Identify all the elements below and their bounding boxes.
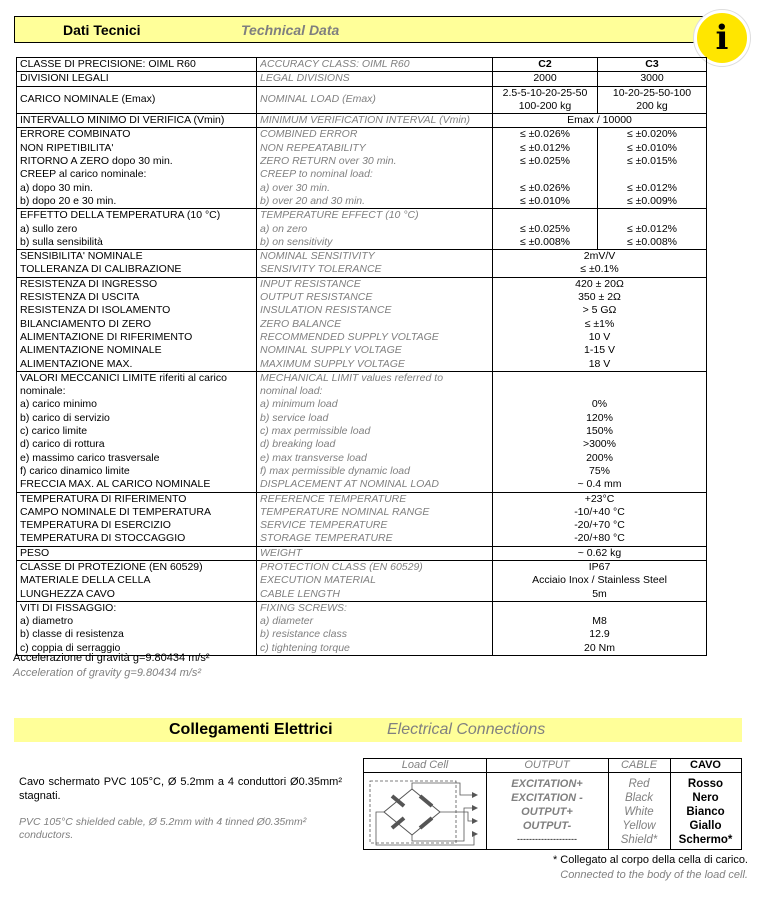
spec-label-en-line: NOMINAL SENSITIVITY bbox=[260, 250, 375, 263]
spec-value bbox=[493, 250, 707, 278]
spec-value-c2-line: ≤ ±0.012% bbox=[519, 141, 571, 154]
spec-value-line bbox=[496, 385, 703, 398]
spec-label-en-line: REFERENCE TEMPERATURE bbox=[260, 492, 407, 505]
spec-value-c2-line: ≤ ±0.025% bbox=[519, 155, 571, 168]
spec-value-c2 bbox=[493, 58, 598, 72]
cable-color-en: Yellow bbox=[622, 820, 656, 832]
spec-value-c3-line: ≤ ±0.020% bbox=[626, 128, 678, 141]
spec-label-it-line: a) diametro bbox=[20, 615, 74, 628]
spec-value-c3 bbox=[598, 209, 707, 250]
spec-value-line: +23°C bbox=[584, 492, 615, 505]
spec-label-it bbox=[17, 58, 257, 72]
spec-value-line: 200% bbox=[586, 451, 613, 464]
spec-value-c3-line: ≤ ±0.012% bbox=[626, 222, 678, 235]
spec-label-en-line: ACCURACY CLASS: OIML R60 bbox=[260, 58, 410, 70]
spec-row bbox=[17, 546, 707, 560]
spec-label-en-line: a) diameter bbox=[260, 615, 314, 628]
spec-label-it-line: ALIMENTAZIONE MAX. bbox=[20, 357, 133, 370]
spec-value-line: IP67 bbox=[588, 560, 611, 573]
spec-row bbox=[17, 371, 707, 492]
spec-row bbox=[17, 601, 707, 655]
spec-label-en bbox=[257, 492, 493, 546]
arrow bbox=[472, 792, 478, 798]
spec-label-it-line: EFFETTO DELLA TEMPERATURA (10 °C) bbox=[20, 209, 221, 222]
spec-value bbox=[493, 277, 707, 371]
spec-value-c3 bbox=[598, 86, 707, 114]
spec-label-en-line: DISPLACEMENT AT NOMINAL LOAD bbox=[260, 478, 439, 491]
spec-value-c2-line: 2000 bbox=[533, 72, 557, 85]
spec-value-line: 0% bbox=[591, 398, 608, 411]
spec-label-it-line: INTERVALLO MINIMO DI VERIFICA (Vmin) bbox=[20, 114, 225, 127]
output-label: EXCITATION - bbox=[511, 792, 583, 804]
spec-label-en-line: INSULATION RESISTANCE bbox=[260, 304, 392, 317]
spec-label-en-line: CABLE LENGTH bbox=[260, 587, 340, 600]
spec-value-line: 20 Nm bbox=[584, 641, 615, 654]
header-load-cell: Load Cell bbox=[364, 759, 486, 773]
spec-label-en bbox=[257, 114, 493, 128]
spec-row bbox=[17, 209, 707, 250]
spec-label-it-line: b) dopo 20 e 30 min. bbox=[20, 194, 117, 207]
spec-label-it bbox=[17, 72, 257, 86]
spec-value-c3-line: ≤ ±0.010% bbox=[626, 141, 678, 154]
spec-label-it-line: f) carico dinamico limite bbox=[20, 464, 130, 477]
spec-label-it bbox=[17, 546, 257, 560]
spec-value-c3-line: C3 bbox=[645, 58, 659, 70]
shield-note-it: * Collegato al corpo della cella di carico. bbox=[552, 854, 748, 866]
spec-row bbox=[17, 560, 707, 601]
spec-value-line: ≤ ±1% bbox=[584, 317, 615, 330]
spec-label-en-line: f) max permissible dynamic load bbox=[260, 464, 410, 477]
spec-value-c2-line: ≤ ±0.026% bbox=[519, 181, 571, 194]
spec-value bbox=[493, 371, 707, 492]
cable-color-en: Red bbox=[628, 778, 650, 790]
electrical-connections-banner bbox=[14, 718, 742, 742]
spec-value-line: 18 V bbox=[588, 357, 611, 370]
spec-label-it-line: a) sullo zero bbox=[20, 222, 78, 235]
title-en: Technical Data bbox=[241, 22, 340, 38]
cable-color-it: Giallo bbox=[689, 820, 722, 832]
spec-row bbox=[17, 72, 707, 86]
spec-label-en-line: LEGAL DIVISIONS bbox=[260, 72, 350, 85]
spec-value-c3-line: 10-20-25-50-100 bbox=[612, 86, 692, 99]
spec-label-it-line: CREEP al carico nominale: bbox=[20, 168, 147, 181]
spec-label-it-line: b) sulla sensibilità bbox=[20, 235, 103, 248]
spec-value bbox=[493, 546, 707, 560]
spec-label-en-line: ZERO BALANCE bbox=[260, 317, 342, 330]
spec-value-line: 5m bbox=[592, 587, 607, 600]
cable-color-it: Bianco bbox=[686, 806, 725, 818]
spec-value-c3-line bbox=[601, 168, 703, 181]
spec-value-c3-line: ≤ ±0.009% bbox=[626, 194, 678, 207]
spec-label-it bbox=[17, 601, 257, 655]
spec-value bbox=[493, 601, 707, 655]
spec-label-en-line: c) max permissible load bbox=[260, 425, 371, 438]
spec-value-c2 bbox=[493, 128, 598, 209]
spec-value-line: ~ 0.4 mm bbox=[577, 478, 622, 491]
spec-label-en-line: STORAGE TEMPERATURE bbox=[260, 532, 393, 545]
arrow bbox=[472, 831, 478, 837]
spec-value-line: -20/+70 °C bbox=[574, 519, 625, 532]
spec-value-line bbox=[496, 372, 703, 385]
spec-value-c2-line: ≤ ±0.010% bbox=[519, 194, 571, 207]
spec-label-en-line: ZERO RETURN over 30 min. bbox=[260, 155, 397, 168]
spec-label-it-line: ALIMENTAZIONE DI RIFERIMENTO bbox=[20, 330, 193, 343]
spec-label-en bbox=[257, 209, 493, 250]
arrow bbox=[472, 818, 478, 824]
spec-label-en-line: a) on zero bbox=[260, 222, 308, 235]
spec-label-it-line: RESISTENZA DI ISOLAMENTO bbox=[20, 304, 171, 317]
spec-label-it-line: TOLLERANZA DI CALIBRAZIONE bbox=[20, 263, 182, 276]
spec-label-it-line: d) carico di rottura bbox=[20, 438, 105, 451]
resistor bbox=[420, 796, 432, 806]
spec-label-it-line: c) coppia di serraggio bbox=[20, 641, 121, 654]
spec-value-c3-line: ≤ ±0.015% bbox=[626, 155, 678, 168]
spec-label-en-line: b) resistance class bbox=[260, 628, 347, 641]
spec-label-it-line: CLASSE DI PRECISIONE: OIML R60 bbox=[20, 58, 196, 70]
spec-value-c2 bbox=[493, 86, 598, 114]
spec-label-it-line: LUNGHEZZA CAVO bbox=[20, 587, 115, 600]
spec-label-it-line: CARICO NOMINALE (Emax) bbox=[20, 93, 156, 106]
cable-color-en: White bbox=[624, 806, 654, 818]
spec-label-en bbox=[257, 601, 493, 655]
spec-label-en bbox=[257, 86, 493, 114]
spec-label-en-line: MINIMUM VERIFICATION INTERVAL (Vmin) bbox=[260, 114, 471, 127]
spec-row bbox=[17, 128, 707, 209]
connections-title-en: Electrical Connections bbox=[387, 721, 546, 738]
spec-label-en-line: SENSIVITY TOLERANCE bbox=[260, 263, 382, 276]
spec-value-line: 12.9 bbox=[589, 628, 610, 641]
spec-value-c2-line: 100-200 kg bbox=[518, 99, 572, 112]
spec-label-it-line: e) massimo carico trasversale bbox=[20, 451, 160, 464]
spec-label-en-line: NON REPEATABILITY bbox=[260, 141, 366, 154]
spec-label-it bbox=[17, 277, 257, 371]
spec-label-en-line: nominal load: bbox=[260, 385, 323, 398]
spec-label-it bbox=[17, 371, 257, 492]
spec-label-en bbox=[257, 371, 493, 492]
spec-label-it bbox=[17, 492, 257, 546]
spec-label-en-line: c) tightening torque bbox=[260, 641, 350, 654]
spec-value-c3-line bbox=[601, 209, 703, 222]
spec-label-en-line: OUTPUT RESISTANCE bbox=[260, 291, 373, 304]
spec-label-it-line: CAMPO NOMINALE DI TEMPERATURA bbox=[20, 505, 211, 518]
spec-label-it-line: b) carico di servizio bbox=[20, 411, 110, 424]
wire-excitation-minus bbox=[412, 808, 472, 841]
spec-row bbox=[17, 277, 707, 371]
shield-note-en: Connected to the body of the load cell. bbox=[560, 869, 748, 881]
spec-label-en bbox=[257, 546, 493, 560]
header-output: OUTPUT bbox=[486, 759, 608, 773]
spec-label-en-line: MAXIMUM SUPPLY VOLTAGE bbox=[260, 357, 405, 370]
spec-value-line bbox=[496, 602, 703, 615]
spec-value-line: 10 V bbox=[588, 330, 611, 343]
connections-title-it: Collegamenti Elettrici bbox=[169, 721, 333, 738]
technical-data-banner bbox=[14, 16, 720, 43]
spec-label-it-line: FRECCIA MAX. AL CARICO NOMINALE bbox=[20, 478, 211, 491]
connection-table bbox=[363, 758, 742, 850]
output-label: EXCITATION+ bbox=[511, 778, 583, 790]
spec-label-it-line: SENSIBILITA' NOMINALE bbox=[20, 250, 143, 263]
spec-label-it bbox=[17, 128, 257, 209]
spec-label-it-line: BILANCIAMENTO DI ZERO bbox=[20, 317, 152, 330]
spec-label-en-line: NOMINAL SUPPLY VOLTAGE bbox=[260, 344, 402, 357]
spec-label-en-line: EXECUTION MATERIAL bbox=[260, 574, 376, 587]
spec-value-c2-line: ≤ ±0.025% bbox=[519, 222, 571, 235]
spec-label-it-line: TEMPERATURA DI RIFERIMENTO bbox=[20, 492, 187, 505]
spec-label-en-line: FIXING SCREWS: bbox=[260, 601, 347, 614]
cable-color-en: Shield* bbox=[620, 834, 658, 846]
spec-label-it-line: TEMPERATURA DI STOCCAGGIO bbox=[20, 532, 186, 545]
spec-label-it-line: a) dopo 30 min. bbox=[20, 181, 93, 194]
spec-label-en-line: NOMINAL LOAD (Emax) bbox=[260, 93, 376, 106]
spec-label-it-line: RESISTENZA DI INGRESSO bbox=[20, 277, 158, 290]
spec-row bbox=[17, 58, 707, 72]
spec-value-line: 350 ± 2Ω bbox=[578, 291, 621, 304]
spec-value-line: 1-15 V bbox=[584, 344, 615, 357]
spec-value-c3-line: 200 kg bbox=[636, 99, 668, 112]
spec-label-en-line: SERVICE TEMPERATURE bbox=[260, 519, 388, 532]
spec-label-it-line: RITORNO A ZERO dopo 30 min. bbox=[20, 155, 173, 168]
spec-label-it-line: TEMPERATURA DI ESERCIZIO bbox=[20, 519, 171, 532]
spec-value-line: 150% bbox=[586, 425, 613, 438]
gravity-note-en: Acceleration of gravity g=9.80434 m/s² bbox=[13, 667, 202, 679]
spec-label-en-line: PROTECTION CLASS (EN 60529) bbox=[260, 560, 423, 573]
spec-label-en bbox=[257, 277, 493, 371]
spec-label-en-line: WEIGHT bbox=[260, 546, 302, 559]
spec-label-en-line: CREEP to nominal load: bbox=[260, 168, 373, 181]
spec-value-line: ~ 0.62 kg bbox=[577, 546, 622, 559]
spec-value-c2-line: ≤ ±0.008% bbox=[519, 235, 571, 248]
spec-value-c2 bbox=[493, 209, 598, 250]
info-glyph: i bbox=[715, 18, 729, 58]
spec-value-line: Acciaio Inox / Stainless Steel bbox=[532, 574, 667, 587]
spec-row bbox=[17, 250, 707, 278]
spec-value-c3 bbox=[598, 128, 707, 209]
spec-value-c3-line: ≤ ±0.012% bbox=[626, 181, 678, 194]
cable-color-it: Schermo* bbox=[678, 834, 733, 846]
spec-value bbox=[493, 560, 707, 601]
spec-label-en bbox=[257, 58, 493, 72]
output-label: -------------------- bbox=[517, 834, 577, 844]
title-it: Dati Tecnici bbox=[63, 22, 141, 38]
spec-value-line: ≤ ±0.1% bbox=[580, 263, 619, 276]
spec-label-it-line: ALIMENTAZIONE NOMINALE bbox=[20, 344, 162, 357]
spec-label-it-line: b) classe di resistenza bbox=[20, 628, 124, 641]
spec-label-it-line: NON RIPETIBILITA' bbox=[20, 141, 114, 154]
spec-value-line: 420 ± 20Ω bbox=[575, 277, 624, 290]
spec-value-c2-line: ≤ ±0.026% bbox=[519, 128, 571, 141]
gravity-note-it: Accelerazione di gravità g=9.80434 m/s² bbox=[13, 652, 210, 664]
spec-label-en bbox=[257, 128, 493, 209]
spec-label-en-line: INPUT RESISTANCE bbox=[260, 277, 361, 290]
spec-label-en-line: COMBINED ERROR bbox=[260, 128, 358, 141]
header-cable: CABLE bbox=[608, 759, 670, 773]
spec-row bbox=[17, 86, 707, 114]
spec-value-c2-line: 2.5-5-10-20-25-50 bbox=[502, 86, 588, 99]
output-label: OUTPUT- bbox=[522, 820, 572, 832]
wire-excitation-plus bbox=[412, 783, 472, 795]
spec-label-it-line: MATERIALE DELLA CELLA bbox=[20, 574, 151, 587]
spec-label-en-line: b) on sensitivity bbox=[260, 235, 333, 248]
cable-color-it: Nero bbox=[692, 792, 719, 804]
spec-label-it bbox=[17, 250, 257, 278]
spec-label-it-line: a) carico minimo bbox=[20, 398, 98, 411]
spec-value bbox=[493, 114, 707, 128]
spec-value-line: 75% bbox=[588, 464, 610, 477]
spec-label-it-line: ERRORE COMBINATO bbox=[20, 128, 131, 141]
spec-value-line: 120% bbox=[586, 411, 613, 424]
wheatstone-bridge-diagram bbox=[368, 775, 482, 847]
spec-label-it-line: PESO bbox=[20, 546, 50, 559]
spec-label-en-line: TEMPERATURE EFFECT (10 °C) bbox=[260, 209, 419, 222]
spec-label-en-line: TEMPERATURE NOMINAL RANGE bbox=[260, 505, 430, 518]
output-label: OUTPUT+ bbox=[521, 806, 573, 818]
spec-label-en-line: RECOMMENDED SUPPLY VOLTAGE bbox=[260, 330, 439, 343]
spec-value-line: >300% bbox=[583, 438, 616, 451]
spec-value-line: M8 bbox=[592, 615, 607, 628]
cable-description-it: Cavo schermato PVC 105°C, Ø 5.2mm a 4 conduttori Ø0.35mm² stagnati. bbox=[19, 776, 342, 802]
spec-label-en-line: b) over 20 and 30 min. bbox=[260, 194, 366, 207]
spec-value-c3 bbox=[598, 58, 707, 72]
spec-label-it-line: VITI DI FISSAGGIO: bbox=[20, 601, 117, 614]
arrow bbox=[472, 805, 478, 811]
spec-value-c2 bbox=[493, 72, 598, 86]
spec-label-en-line: b) service load bbox=[260, 411, 329, 424]
spec-label-it-line: DIVISIONI LEGALI bbox=[20, 72, 109, 85]
header-cavo: CAVO bbox=[670, 759, 741, 773]
spec-label-en-line: a) over 30 min. bbox=[260, 181, 331, 194]
spec-label-it bbox=[17, 209, 257, 250]
spec-label-en bbox=[257, 250, 493, 278]
spec-label-en-line: MECHANICAL LIMIT values referred to bbox=[260, 371, 444, 384]
spec-value-c2-line: C2 bbox=[538, 58, 552, 70]
spec-value-line: 2mV/V bbox=[583, 250, 616, 263]
spec-value bbox=[493, 492, 707, 546]
spec-row bbox=[17, 114, 707, 128]
spec-row bbox=[17, 492, 707, 546]
spec-table bbox=[16, 57, 707, 656]
spec-value-c3-line: 3000 bbox=[640, 72, 664, 85]
spec-value-line: > 5 GΩ bbox=[582, 304, 617, 317]
spec-label-it bbox=[17, 86, 257, 114]
spec-label-it-line: CLASSE DI PROTEZIONE (EN 60529) bbox=[20, 560, 203, 573]
spec-label-en-line: a) minimum load bbox=[260, 398, 338, 411]
spec-label-it-line: c) carico limite bbox=[20, 425, 88, 438]
cable-color-it: Rosso bbox=[687, 778, 724, 790]
spec-label-en-line: e) max transverse load bbox=[260, 451, 367, 464]
spec-value-c3 bbox=[598, 72, 707, 86]
resistor bbox=[420, 818, 432, 828]
spec-label-it-line: VALORI MECCANICI LIMITE riferiti al carico bbox=[20, 371, 227, 384]
cable-color-en: Black bbox=[624, 792, 654, 804]
spec-label-it bbox=[17, 560, 257, 601]
cable-description-en: PVC 105°C shielded cable, Ø 5.2mm with 4 tinned Ø0.35mm² conductors. bbox=[19, 816, 307, 841]
spec-label-it-line: RESISTENZA DI USCITA bbox=[20, 291, 140, 304]
spec-value-line: -10/+40 °C bbox=[574, 505, 625, 518]
spec-value-line: Emax / 10000 bbox=[567, 114, 632, 127]
spec-label-en-line: d) breaking load bbox=[260, 438, 336, 451]
spec-label-en bbox=[257, 560, 493, 601]
spec-value-line: -20/+80 °C bbox=[574, 532, 625, 545]
spec-label-it bbox=[17, 114, 257, 128]
spec-label-it-line: nominale: bbox=[20, 385, 66, 398]
spec-value-c2-line bbox=[496, 168, 594, 181]
spec-value-c3-line: ≤ ±0.008% bbox=[626, 235, 678, 248]
spec-label-en bbox=[257, 72, 493, 86]
spec-value-c2-line bbox=[496, 209, 594, 222]
